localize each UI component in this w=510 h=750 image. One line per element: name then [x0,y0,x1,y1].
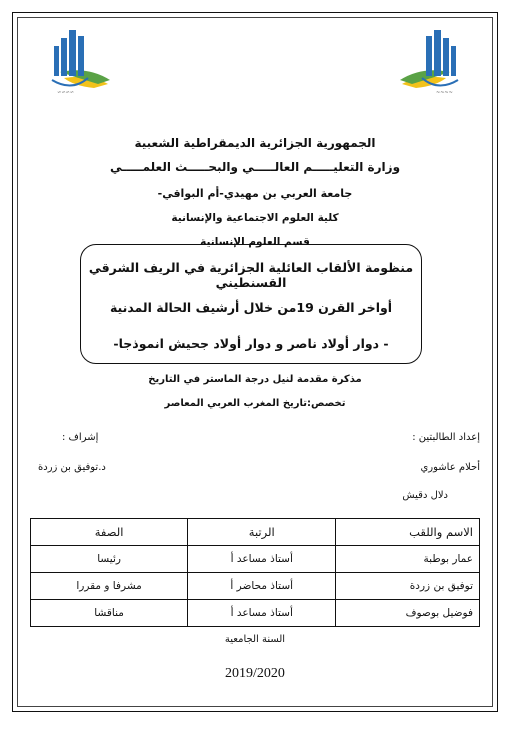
ministry-name: وزارة التعليـــــم العالـــــي والبحـــــث العلمـــــي [109,160,401,174]
students-label: إعداد الطالبتين : [412,432,480,443]
svg-text:~~~~: ~~~~ [57,90,74,96]
svg-text:~~~~: ~~~~ [436,90,453,96]
thesis-title-line1: منظومة الألقاب العائلية الجزائرية في الريف الشرقي القسنطيني [88,260,414,290]
supervisor-name: د.توفيق بن زردة [38,462,106,473]
table-row [31,573,480,600]
memo-description: مذكرة مقدمة لنيل درجة الماستر في التاريخ [148,374,362,385]
jury-role: مناقشا [31,600,188,627]
thesis-title-line2: أواخر القرن 19من خلال أرشيف الحالة المدنية [109,300,393,315]
university-logo-right [392,22,472,102]
student-name-2: دلال دقيش [402,490,448,501]
jury-role: مشرفا و مقررا [31,573,188,600]
table-header-row [31,519,480,546]
academic-year: 2019/2020 [225,666,285,681]
table-row [31,546,480,573]
header-rank: الرتبة [188,519,336,546]
academic-year-label: السنة الجامعية [224,634,286,645]
jury-name: توفيق بن زردة [336,573,480,600]
jury-rank: أستاذ مساعد أ [188,600,336,627]
faculty-name: كلية العلوم الاجتماعية والإنسانية [171,212,339,224]
jury-role: رئيسا [31,546,188,573]
republic-name: الجمهورية الجزائرية الديمقراطية الشعبية [134,136,376,150]
jury-rank: أستاذ مساعد أ [188,546,336,573]
header-role: الصفة [31,519,188,546]
university-name: جامعة العربي بن مهيدي-أم البواقي- [157,187,353,200]
specialty: تخصص:تاريخ المغرب العربي المعاصر [164,398,346,409]
department-name: قسم العلوم الإنسانية [200,236,310,248]
jury-rank: أستاذ محاضر أ [188,573,336,600]
thesis-title-line3: - دوار أولاد ناصر و دوار أولاد جحيش انموذجا- [113,336,389,351]
supervision-label: إشراف : [62,432,99,443]
university-logo-left [38,22,118,102]
header-name: الاسم واللقب [336,519,480,546]
table-row [31,600,480,627]
student-name-1: أحلام عاشوري [420,462,480,473]
jury-table [30,518,480,627]
jury-name: فوضيل بوصوف [336,600,480,627]
jury-name: عمار بوطبة [336,546,480,573]
